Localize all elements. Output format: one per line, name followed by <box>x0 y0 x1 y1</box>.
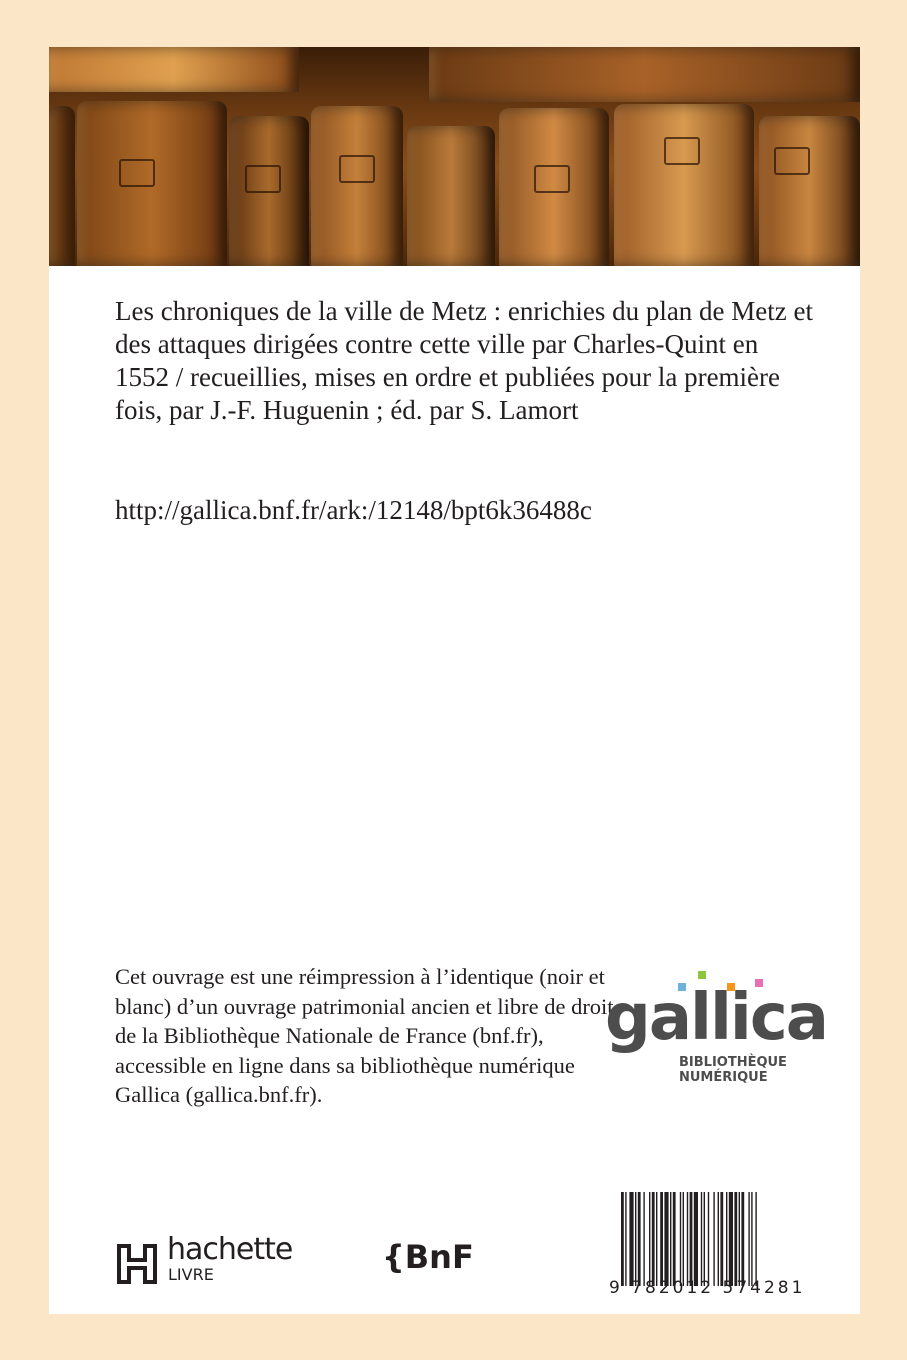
barcode-bar <box>708 1192 709 1286</box>
barcode-bar <box>625 1192 626 1286</box>
book-title: Les chroniques de la ville de Metz : enrichies du plan de Metz et des attaques dirigées contre cette ville par Charles-Quint en 1552 / recueillies, mises en ordre et publiées pour la première fois, par J.-F. Huguenin ; éd. par S. Lamort <box>115 296 814 425</box>
gallica-subtitle-line2: NUMÉRIQUE <box>679 1070 768 1085</box>
back-cover <box>49 47 860 1314</box>
gallica-wordmark: gallica <box>605 981 827 1055</box>
barcode-bar <box>734 1192 737 1286</box>
barcode-bar <box>748 1192 749 1286</box>
bnf-wordmark: BnF <box>404 1238 474 1276</box>
barcode-bar <box>687 1192 688 1286</box>
barcode-bar <box>621 1192 624 1286</box>
barcode-bars-icon <box>621 1192 811 1286</box>
reprint-notice: Cet ouvrage est une réimpression à l’identique (noir et blanc) d’un ouvrage patrimonial ancien et libre de droit de la Bibliothèque Nationale de France (bnf.fr), accessible en ligne dans sa bibliothèque numérique Gallica (gallica.bnf.fr). <box>115 964 614 1107</box>
barcode-bar <box>629 1192 633 1286</box>
barcode-bar <box>741 1192 744 1286</box>
barcode-bar <box>726 1192 727 1286</box>
barcode-bar <box>670 1192 671 1286</box>
hachette-wordmark: hachette <box>167 1232 293 1267</box>
logo-square-green <box>698 971 706 979</box>
barcode-bar <box>729 1192 733 1286</box>
barcode-bar <box>701 1192 702 1286</box>
book-spines-banner <box>49 47 860 266</box>
gallica-logo <box>605 971 827 1091</box>
hachette-h-icon <box>115 1242 159 1286</box>
barcode-bar <box>755 1192 756 1286</box>
barcode-bar <box>720 1192 723 1286</box>
barcode <box>609 1184 816 1304</box>
barcode-bar <box>643 1192 644 1286</box>
barcode-bar <box>638 1192 641 1286</box>
barcode-bar <box>673 1192 676 1286</box>
bnf-logo <box>382 1237 474 1277</box>
barcode-bar <box>683 1192 684 1286</box>
barcode-bar <box>694 1192 698 1286</box>
barcode-bar <box>751 1192 752 1286</box>
barcode-bar <box>664 1192 668 1286</box>
barcode-bar <box>704 1192 705 1286</box>
barcode-bar <box>718 1192 719 1286</box>
barcode-bar <box>649 1192 650 1286</box>
hachette-livre-logo <box>115 1234 295 1294</box>
barcode-bar <box>690 1192 693 1286</box>
barcode-bar <box>652 1192 655 1286</box>
bnf-bracket-icon: { <box>382 1238 405 1276</box>
barcode-bar <box>680 1192 681 1286</box>
barcode-bar <box>660 1192 663 1286</box>
barcode-bar <box>635 1192 636 1286</box>
barcode-bar <box>713 1192 714 1286</box>
barcode-bar <box>656 1192 657 1286</box>
gallica-subtitle <box>679 1055 787 1085</box>
hachette-sub: LIVRE <box>168 1265 214 1284</box>
barcode-number: 9 782012 574281 <box>609 1278 806 1298</box>
gallica-url: http://gallica.bnf.fr/ark:/12148/bpt6k36488c <box>115 495 592 525</box>
barcode-bar <box>739 1192 740 1286</box>
gallica-subtitle-line1: BIBLIOTHÈQUE <box>679 1055 787 1070</box>
